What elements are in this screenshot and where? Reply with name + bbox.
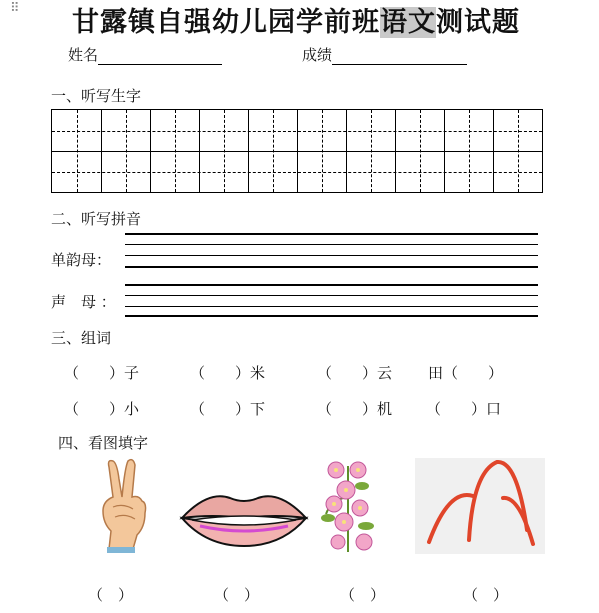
word-item[interactable]: （ ）米 (190, 364, 266, 382)
section-heading-words: 三、组词 (51, 329, 112, 347)
name-label: 姓名 (68, 46, 99, 64)
pinyin-label-vowels: 单韵母： (51, 251, 112, 269)
hand-peace-icon (95, 457, 155, 555)
word-item[interactable]: （ ）子 (64, 364, 140, 382)
word-item[interactable]: （ ）机 (317, 400, 393, 418)
flowers-icon (318, 456, 378, 554)
word-item[interactable]: （ ）云 (317, 364, 393, 382)
section-heading-pinyin: 二、听写拼音 (51, 210, 142, 228)
score-blank[interactable] (332, 50, 467, 65)
grid-row-line (52, 151, 542, 152)
name-field (68, 44, 222, 65)
mountain-drawing-icon (415, 458, 545, 554)
word-item[interactable]: 田（ ） (428, 364, 504, 382)
word-item[interactable]: （ ）小 (64, 400, 140, 418)
pinyin-staff-vowels[interactable] (125, 233, 538, 269)
picture-answer-blank[interactable]: （ ） (463, 586, 509, 604)
grid-row-line (52, 131, 542, 132)
score-field (302, 44, 467, 65)
section-heading-picture-fill: 四、看图填字 (58, 434, 149, 452)
word-item[interactable]: （ ）下 (190, 400, 266, 418)
picture-answer-blank[interactable]: （ ） (340, 586, 386, 604)
lips-icon (178, 488, 310, 548)
title-main: 甘露镇自强幼儿园学前班 (72, 7, 380, 38)
picture-answer-blank[interactable]: （ ） (214, 586, 260, 604)
pinyin-staff-consonants[interactable] (125, 284, 538, 320)
picture-answer-blank[interactable]: （ ） (88, 586, 134, 604)
title-end: 测试题 (436, 7, 520, 38)
title-highlight: 语文 (380, 7, 436, 38)
character-writing-grid[interactable] (51, 109, 543, 193)
word-item[interactable]: （ ）口 (426, 400, 502, 418)
drag-handle-icon[interactable]: ⠿ (10, 1, 21, 16)
score-label: 成绩 (302, 46, 333, 64)
pinyin-label-consonants: 声 母 ： (51, 293, 116, 311)
section-heading-dictation: 一、听写生字 (51, 87, 142, 105)
grid-row-line (52, 172, 542, 173)
page-title (72, 0, 520, 39)
name-blank[interactable] (98, 50, 222, 65)
